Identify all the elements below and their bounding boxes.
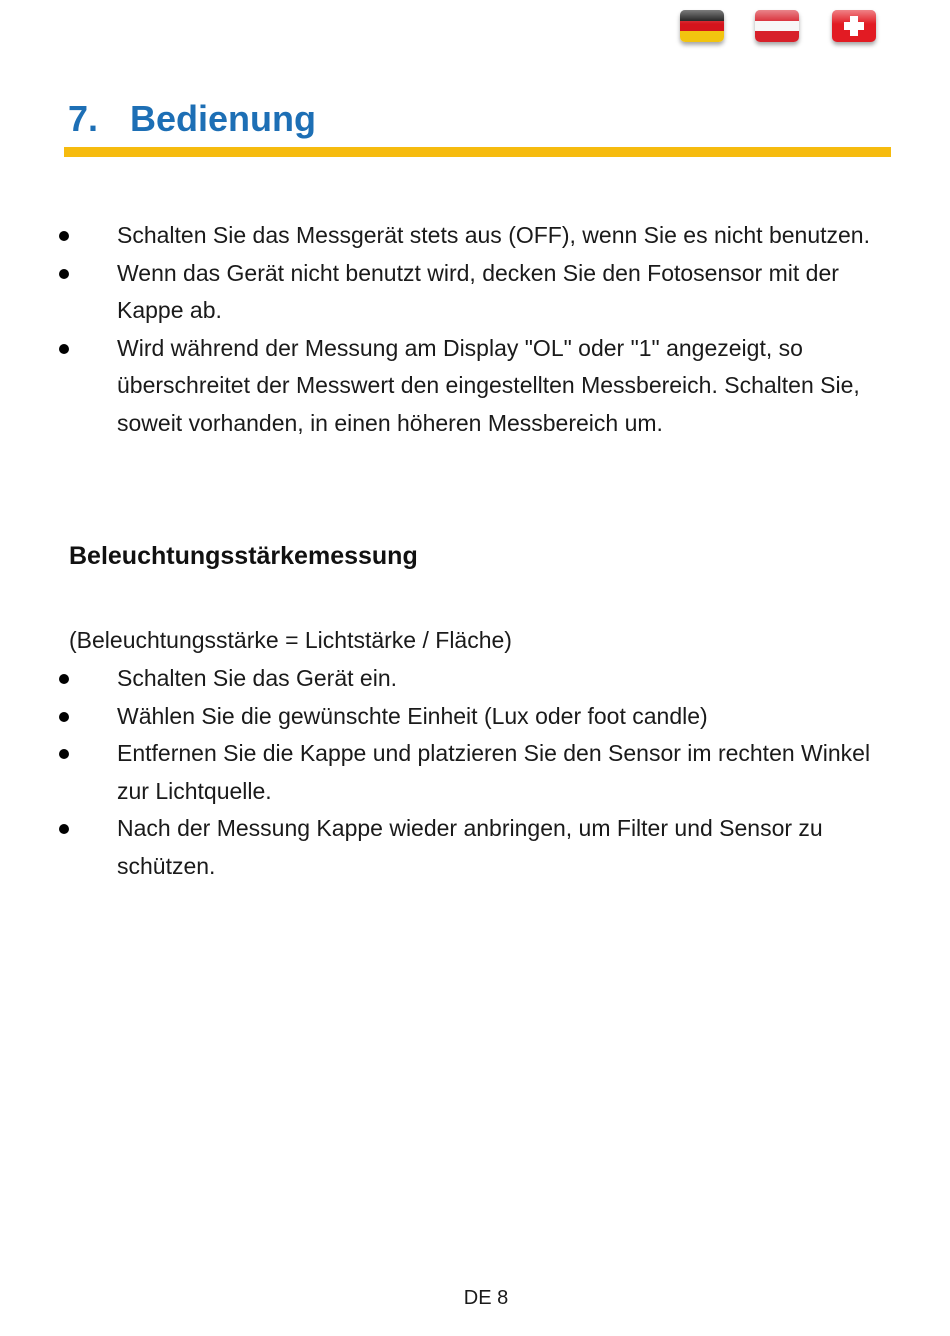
formula-text: (Beleuchtungsstärke = Lichtstärke / Fläche) [69,627,512,653]
language-flags [678,10,878,52]
list-item [56,255,886,330]
general-notes-list [56,217,886,442]
bullet-icon [59,344,69,354]
list-item-text: Schalten Sie das Messgerät stets aus (OFF), wenn Sie es nicht benutzen. [117,222,870,248]
austria-flag-icon [755,10,799,42]
list-item-text: Entfernen Sie die Kappe und platzieren Sie den Sensor im rechten Winkel zur Lichtquelle. [117,740,871,804]
chapter-title [68,96,316,142]
bullet-icon [59,749,69,759]
list-item [56,330,886,443]
bullet-icon [59,712,69,722]
switzerland-flag-icon [832,10,876,42]
page-number: DE 8 [463,1287,509,1309]
measurement-steps-list [56,660,886,885]
bullet-icon [59,231,69,241]
list-item-text: Nach der Messung Kappe wieder anbringen, um Filter und Sensor zu schützen. [117,815,823,879]
bullet-icon [59,824,69,834]
bullet-icon [59,674,69,684]
bullet-icon [59,269,69,279]
germany-flag-icon [680,10,724,42]
title-underline [64,147,891,157]
chapter-number: 7. [68,98,99,139]
list-item [56,735,886,810]
chapter-title-text: Bedienung [130,98,316,139]
list-item [56,660,886,698]
list-item [56,698,886,736]
list-item-text: Wenn das Gerät nicht benutzt wird, decken Sie den Fotosensor mit der Kappe ab. [117,259,839,323]
list-item [56,810,886,885]
list-item-text: Wählen Sie die gewünschte Einheit (Lux oder foot candle) [117,702,708,729]
list-item [56,217,886,255]
list-item-text: Schalten Sie das Gerät ein. [117,665,397,691]
section-heading: Beleuchtungsstärkemessung [69,542,418,570]
list-item-text: Wird während der Messung am Display "OL" oder "1" angezeigt, so überschreitet der Messwert den eingestellten Messbereich. Schalten Sie, soweit vorhanden, in einen höheren Messbereich um. [117,334,860,436]
